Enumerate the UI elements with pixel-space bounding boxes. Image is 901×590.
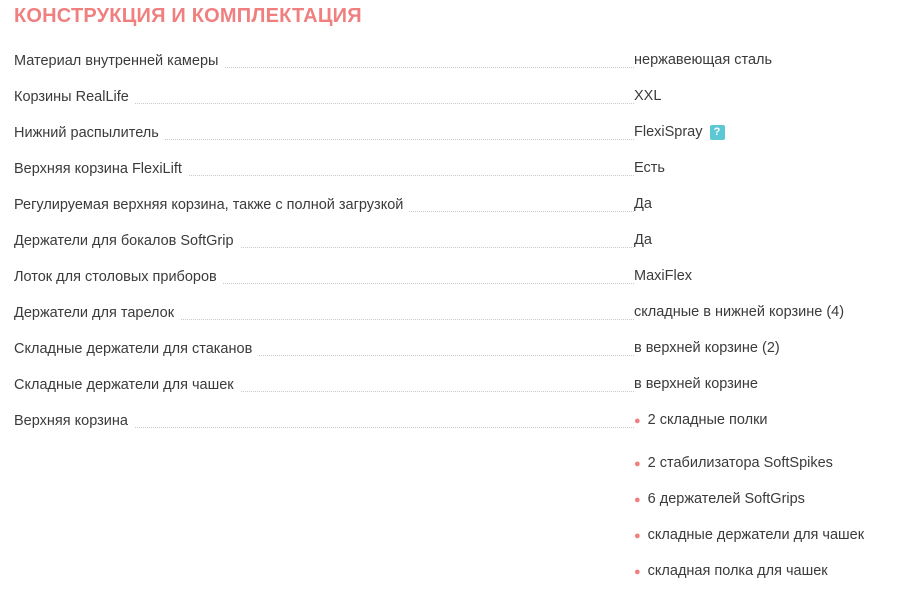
spec-label-cell	[14, 193, 634, 215]
spec-label: Лоток для столовых приборов	[14, 267, 223, 287]
spec-value: Есть	[634, 160, 665, 176]
table-row	[14, 301, 887, 337]
spec-label-cell	[14, 49, 634, 71]
list-item-label: складная полка для чашек	[647, 563, 828, 579]
bullet-icon: ●	[634, 458, 641, 470]
spec-label-cell	[14, 157, 634, 179]
spec-value	[634, 409, 887, 430]
help-icon[interactable]: ?	[710, 125, 725, 140]
spec-value-text: FlexiSpray	[634, 124, 703, 140]
spec-value: MaxiFlex	[634, 268, 693, 284]
spec-value: Да	[634, 196, 652, 212]
list-item-label: 6 держателей SoftGrips	[647, 491, 805, 507]
list-item-label: 2 складные полки	[647, 412, 768, 428]
list-item	[634, 553, 887, 589]
spec-label: Складные держатели для стаканов	[14, 339, 258, 359]
spec-label-cell	[14, 265, 634, 287]
spec-value: в верхней корзине	[634, 376, 758, 392]
bullet-icon: ●	[634, 494, 641, 506]
list-item	[634, 410, 887, 430]
spec-label: Складные держатели для чашек	[14, 375, 240, 395]
spec-label: Держатели для бокалов SoftGrip	[14, 231, 240, 251]
bullet-icon: ●	[634, 530, 641, 542]
list-item	[634, 517, 887, 553]
list-item-label: 2 стабилизатора SoftSpikes	[647, 455, 833, 471]
spec-value: в верхней корзине (2)	[634, 340, 780, 356]
list-item	[634, 445, 887, 481]
bullet-icon: ●	[634, 566, 641, 578]
spec-label-cell	[14, 301, 634, 323]
table-row	[14, 85, 887, 121]
table-row	[14, 49, 887, 85]
spec-label: Материал внутренней камеры	[14, 51, 224, 71]
spec-label-cell	[14, 409, 634, 431]
spec-label: Корзины RealLife	[14, 87, 135, 107]
spec-label: Держатели для тарелок	[14, 303, 180, 323]
table-row	[14, 121, 887, 157]
spec-value: нержавеющая сталь	[634, 52, 773, 68]
spec-value	[634, 121, 887, 142]
table-row	[14, 373, 887, 409]
table-row	[14, 337, 887, 373]
list-item	[634, 481, 887, 517]
table-row	[14, 409, 887, 445]
page-title: КОНСТРУКЦИЯ И КОМПЛЕКТАЦИЯ	[14, 5, 362, 27]
spec-label-cell	[14, 337, 634, 359]
spec-label: Нижний распылитель	[14, 123, 165, 143]
table-row	[14, 229, 887, 265]
spec-value: Да	[634, 232, 652, 248]
table-row	[14, 193, 887, 229]
list-item-label: складные держатели для чашек	[647, 527, 865, 543]
spec-table	[14, 49, 887, 589]
bullet-icon: ●	[634, 415, 641, 427]
upper-basket-details	[634, 445, 887, 589]
spec-label: Верхняя корзина	[14, 411, 134, 431]
spec-label-cell	[14, 121, 634, 143]
table-row	[14, 265, 887, 301]
spec-value: складные в нижней корзине (4)	[634, 304, 845, 320]
table-row	[14, 157, 887, 193]
spec-label-cell	[14, 229, 634, 251]
spec-label: Регулируемая верхняя корзина, также с полной загрузкой	[14, 195, 409, 215]
spec-value: XXL	[634, 88, 662, 104]
spec-label-cell	[14, 85, 634, 107]
bullet-list	[634, 445, 887, 589]
spec-label-cell	[14, 373, 634, 395]
spec-label: Верхняя корзина FlexiLift	[14, 159, 188, 179]
